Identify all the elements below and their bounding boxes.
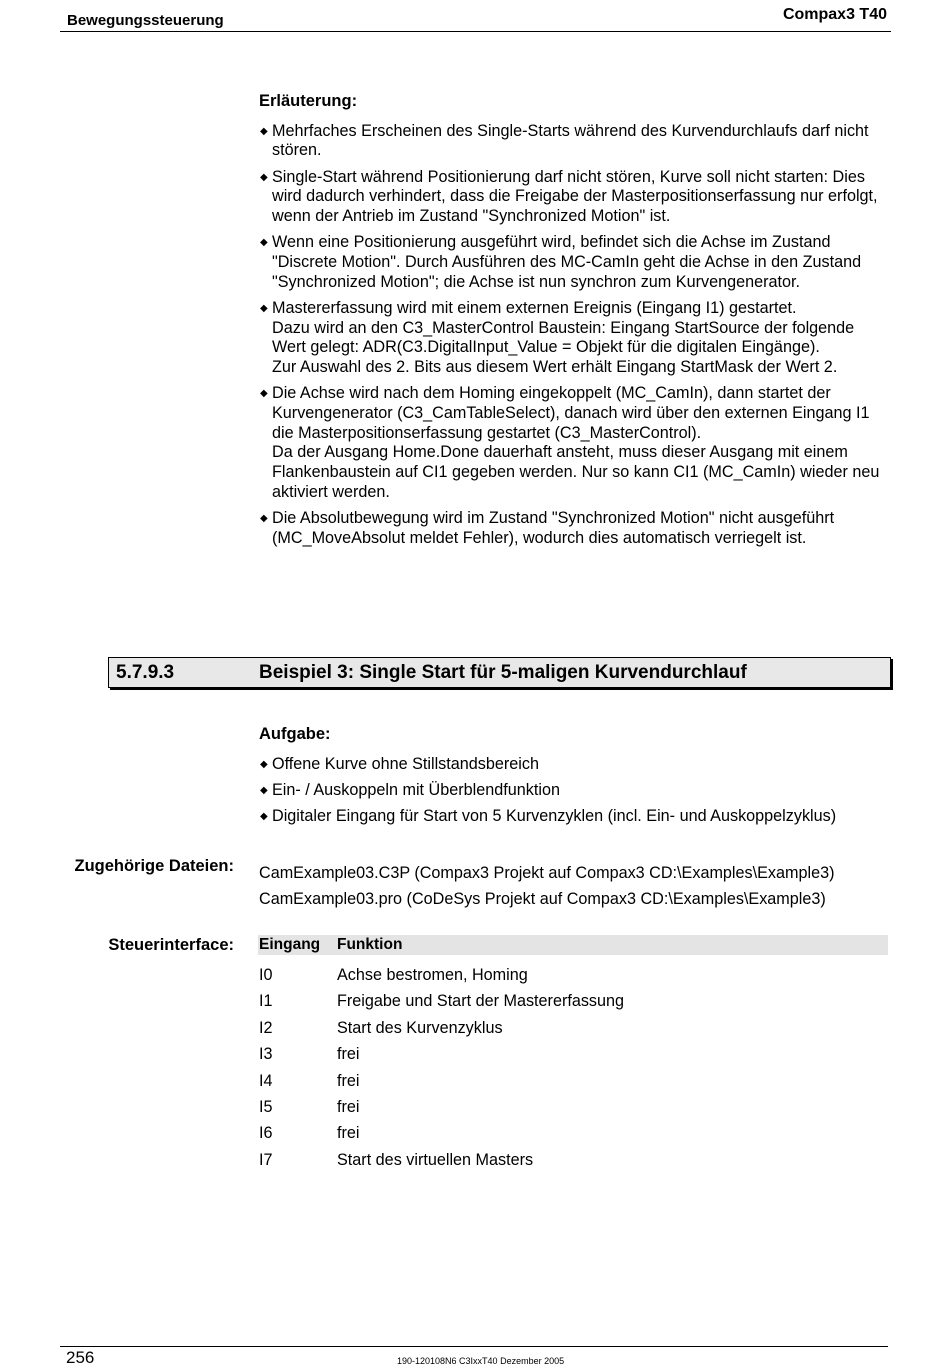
- explanation-item: [259, 233, 889, 292]
- io-table-header: [258, 935, 888, 955]
- bullet-diamond-icon: ◆: [260, 811, 268, 823]
- io-input-cell: I0: [259, 966, 273, 984]
- bullet-text: Mastererfassung wird mit einem externen Ereignis (Eingang I1) gestartet.: [272, 298, 797, 317]
- explanation-heading: Erläuterung:: [259, 92, 358, 110]
- explanation-item: [259, 384, 889, 502]
- task-heading: Aufgabe:: [259, 725, 331, 743]
- bullet-text: Mehrfaches Erscheinen des Single-Starts während des Kurvendurchlaufs darf nicht stören.: [272, 121, 869, 160]
- io-table-row: [258, 1117, 888, 1143]
- section-title: Beispiel 3: Single Start für 5-maligen Kurvendurchlauf: [259, 662, 747, 683]
- io-table-row: [258, 1064, 888, 1090]
- explanation-item: [259, 168, 889, 227]
- section-heading-box: [108, 657, 891, 688]
- explanation-section: [259, 92, 889, 555]
- task-item: [259, 807, 889, 827]
- task-list: [259, 755, 889, 827]
- bullet-diamond-icon: ◆: [260, 784, 268, 796]
- bullet-text: Die Absolutbewegung wird im Zustand "Synchronized Motion" nicht ausgeführt (MC_MoveAbsolut meldet Fehler), wodurch dies automatisch verriegelt ist.: [272, 508, 835, 547]
- header-rule: [60, 31, 891, 32]
- task-item: [259, 781, 889, 801]
- bullet-diamond-icon: ◆: [260, 512, 268, 524]
- io-function-cell: Start des Kurvenzyklus: [337, 1018, 503, 1037]
- interface-label: Steuerinterface:: [108, 936, 234, 954]
- io-input-cell: I6: [259, 1124, 273, 1143]
- io-function-cell: frei: [337, 1045, 360, 1064]
- io-input-cell: I2: [259, 1018, 273, 1037]
- bullet-text: Ein- / Auskoppeln mit Überblendfunktion: [272, 780, 560, 799]
- bullet-text: Dazu wird an den C3_MasterControl Baustein: Eingang StartSource der folgende Wert gelegt: ADR(C3.DigitalInput_Value = Objekt für die digitalen Eingänge).: [272, 318, 855, 357]
- bullet-text: Da der Ausgang Home.Done dauerhaft ansteht, muss dieser Ausgang mit einem Flankenbaustein auf CI1 gegeben werden. Nur so kann CI1 (MC_CamIn) wieder neu aktiviert werden.: [272, 443, 880, 501]
- io-function-cell: Achse bestromen, Homing: [337, 966, 528, 984]
- bullet-text: Single-Start während Positionierung darf nicht stören, Kurve soll nicht starten: Dies wird dadurch verhindert, dass die Freigabe der Masterpositionserfassung nur erfolgt, wenn der Antrieb im Zustand "Synchronized Motion" ist.: [272, 167, 878, 226]
- file-entry: CamExample03.pro (CoDeSys Projekt auf Compax3 CD:\Examples\Example3): [259, 890, 826, 908]
- explanation-item: [259, 122, 889, 161]
- io-table-row: [258, 1011, 888, 1037]
- io-table-row: [258, 985, 888, 1011]
- io-table-row: [258, 1143, 888, 1169]
- document-id: 190-120108N6 C3IxxT40 Dezember 2005: [397, 1356, 565, 1366]
- footer-rule: [60, 1346, 888, 1347]
- io-input-cell: I3: [259, 1045, 273, 1064]
- io-table: [258, 935, 888, 1170]
- io-table-row: [258, 955, 888, 985]
- io-table-row: [258, 1038, 888, 1064]
- bullet-diamond-icon: ◆: [260, 388, 268, 400]
- io-header-input: Eingang: [258, 935, 336, 955]
- explanation-item: [259, 509, 889, 548]
- files-list: [259, 860, 835, 912]
- io-input-cell: I4: [259, 1071, 273, 1090]
- file-entry: CamExample03.C3P (Compax3 Projekt auf Compax3 CD:\Examples\Example3): [259, 864, 835, 882]
- bullet-diamond-icon: ◆: [260, 758, 268, 770]
- bullet-text: Digitaler Eingang für Start von 5 Kurvenzyklen (incl. Ein- und Auskoppelzyklus): [272, 807, 837, 826]
- running-header-left: Bewegungssteuerung: [67, 12, 224, 29]
- bullet-diamond-icon: ◆: [260, 237, 268, 249]
- running-header-right: Compax3 T40: [782, 6, 887, 23]
- bullet-diamond-icon: ◆: [260, 171, 268, 183]
- io-function-cell: frei: [337, 1124, 360, 1143]
- io-input-cell: I5: [259, 1097, 273, 1116]
- bullet-diamond-icon: ◆: [260, 125, 268, 137]
- section-number: 5.7.9.3: [116, 662, 175, 683]
- bullet-text: Offene Kurve ohne Stillstandsbereich: [272, 754, 539, 773]
- io-function-cell: Freigabe und Start der Mastererfassung: [337, 992, 625, 1011]
- task-item: [259, 755, 889, 775]
- bullet-text: Wenn eine Positionierung ausgeführt wird, befindet sich die Achse im Zustand "Discrete Motion". Durch Ausführen des MC-CamIn geht die Achse in den Zustand "Synchronized Motion"; die Achse ist nun synchron zum Kurvengenerator.: [272, 233, 862, 291]
- io-function-cell: frei: [337, 1071, 360, 1090]
- files-label: Zugehörige Dateien:: [74, 857, 234, 875]
- bullet-text: Die Achse wird nach dem Homing eingekoppelt (MC_CamIn), dann startet der Kurvengenerator (C3_CamTableSelect), danach wird über den externen Eingang I1 die Masterpositionserfassung gestartet (C3_MasterControl).: [272, 384, 870, 442]
- io-function-cell: frei: [337, 1097, 360, 1116]
- bullet-diamond-icon: ◆: [260, 302, 268, 314]
- explanation-list: [259, 122, 889, 549]
- task-section: [259, 725, 889, 833]
- io-table-row: [258, 1091, 888, 1117]
- io-input-cell: I1: [259, 992, 273, 1011]
- explanation-item: [259, 299, 889, 378]
- io-input-cell: I7: [259, 1150, 273, 1169]
- io-header-function: Funktion: [336, 935, 888, 955]
- io-function-cell: Start des virtuellen Masters: [337, 1150, 534, 1169]
- bullet-text: Zur Auswahl des 2. Bits aus diesem Wert erhält Eingang StartMask der Wert 2.: [272, 357, 838, 376]
- page-number: 256: [66, 1348, 95, 1367]
